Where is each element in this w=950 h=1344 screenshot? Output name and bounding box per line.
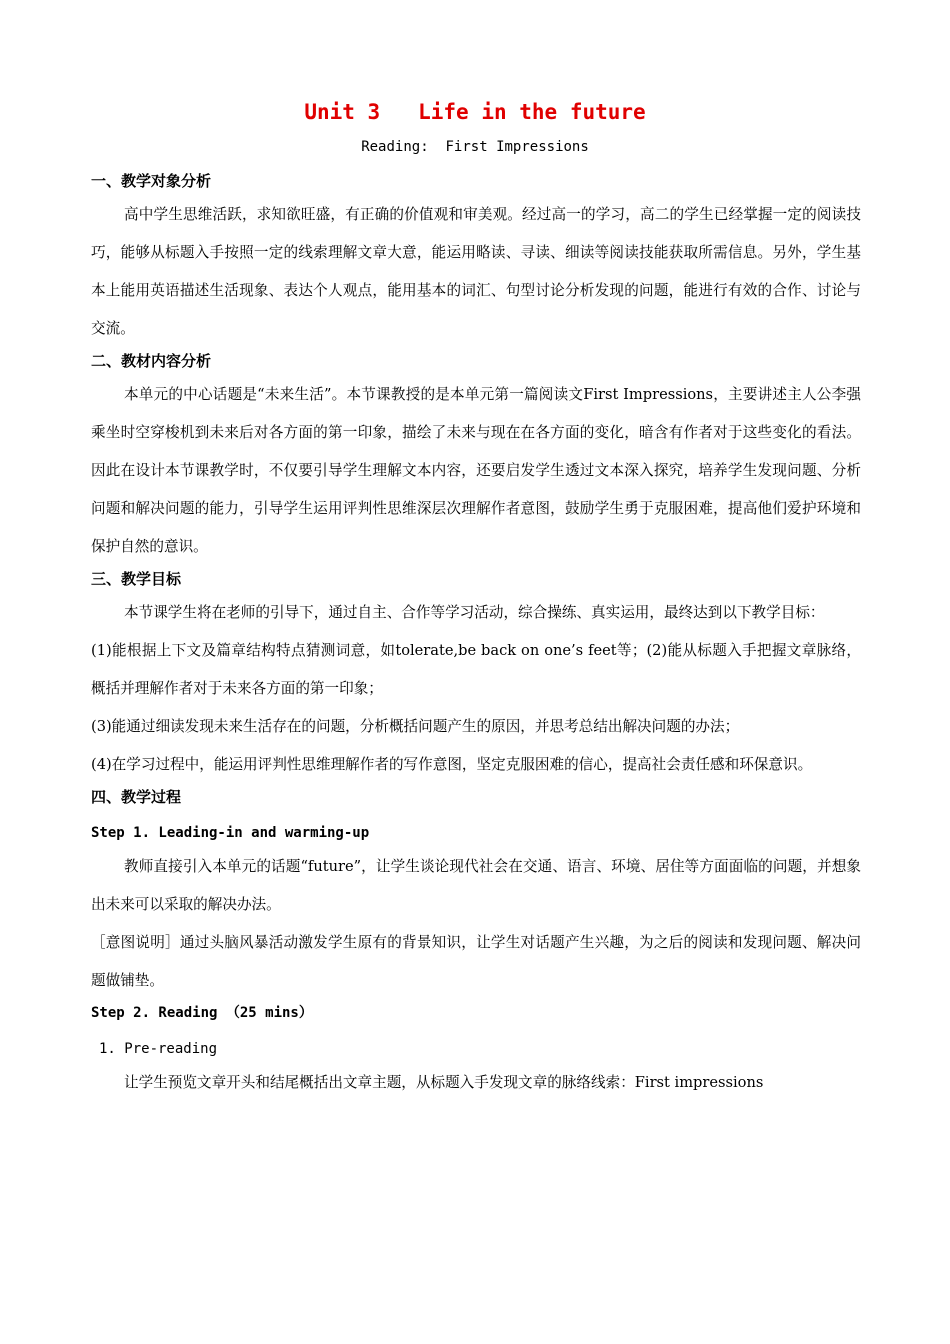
goal-item-4: (4)在学习过程中，能运用评判性思维理解作者的写作意图，坚定克服困难的信心，提高社会责任感和环保意识。 — [91, 756, 813, 773]
paragraph-learner-analysis: 高中学生思维活跃，求知欲旺盛，有正确的价值观和审美观。经过高一的学习，高二的学生已经掌握一定的阅读技巧，能够从标题入手按照一定的线索理解文章大意，能运用略读、寻读、细读等阅读技能获取所需信息。另外，学生基本上能用英语描述生活现象、表达个人观点，能用基本的词汇、句型讨论分析发现的问题，能进行有效的合作、讨论与交流。 — [91, 206, 861, 337]
step-1-paragraph: 教师直接引入本单元的话题“future”，让学生谈论现代社会在交通、语言、环境、居住等方面面临的问题，并想象出未来可以采取的解决办法。 — [91, 858, 861, 913]
section-heading-teaching-goals: 三、教学目标 — [91, 570, 182, 588]
step-1-heading: Step 1. Leading-in and warming-up — [91, 825, 370, 841]
document-body — [91, 170, 861, 1102]
step-2-heading: Step 2. Reading （25 mins） — [91, 1005, 313, 1021]
section-heading-learner-analysis: 一、教学对象分析 — [91, 172, 212, 190]
pre-reading-paragraph: 让学生预览文章开头和结尾概括出文章主题，从标题入手发现文章的脉络线索：First impressions — [124, 1074, 764, 1091]
section-heading-teaching-process: 四、教学过程 — [91, 788, 182, 806]
goal-item-3: (3)能通过细读发现未来生活存在的问题，分析概括问题产生的原因，并思考总结出解决问题的办法； — [91, 718, 740, 735]
intent-note: ［意图说明］通过头脑风暴活动激发学生原有的背景知识，让学生对话题产生兴趣，为之后的阅读和发现问题、解决问题做铺垫。 — [91, 934, 861, 989]
section-heading-material-analysis: 二、教材内容分析 — [91, 352, 212, 370]
pre-reading-item: 1. Pre-reading — [99, 1041, 218, 1057]
goal-item-1-2: (1)能根据上下文及篇章结构特点猜测词意，如tolerate,be back on one’s feet等；(2)能从标题入手把握文章脉络，概括并理解作者对于未来各方面的第一印象； — [91, 642, 861, 697]
paragraph-teaching-goals: 本节课学生将在老师的引导下，通过自主、合作等学习活动，综合操练、真实运用，最终达到以下教学目标： — [124, 604, 825, 621]
document-subtitle: Reading: First Impressions — [361, 139, 589, 155]
document-title: Unit 3 Life in the future — [304, 100, 646, 124]
paragraph-material-analysis: 本单元的中心话题是“未来生活”。本节课教授的是本单元第一篇阅读文First Impressions，主要讲述主人公李强乘坐时空穿梭机到未来后对各方面的第一印象，描绘了未来与现在在各方面的变化，暗含有作者对于这些变化的看法。因此在设计本节课教学时，不仅要引导学生理解文本内容，还要启发学生透过文本深入探究，培养学生发现问题、分析问题和解决问题的能力，引导学生运用评判性思维深层次理解作者意图，鼓励学生勇于克服困难，提高他们爱护环境和保护自然的意识。 — [91, 386, 861, 555]
